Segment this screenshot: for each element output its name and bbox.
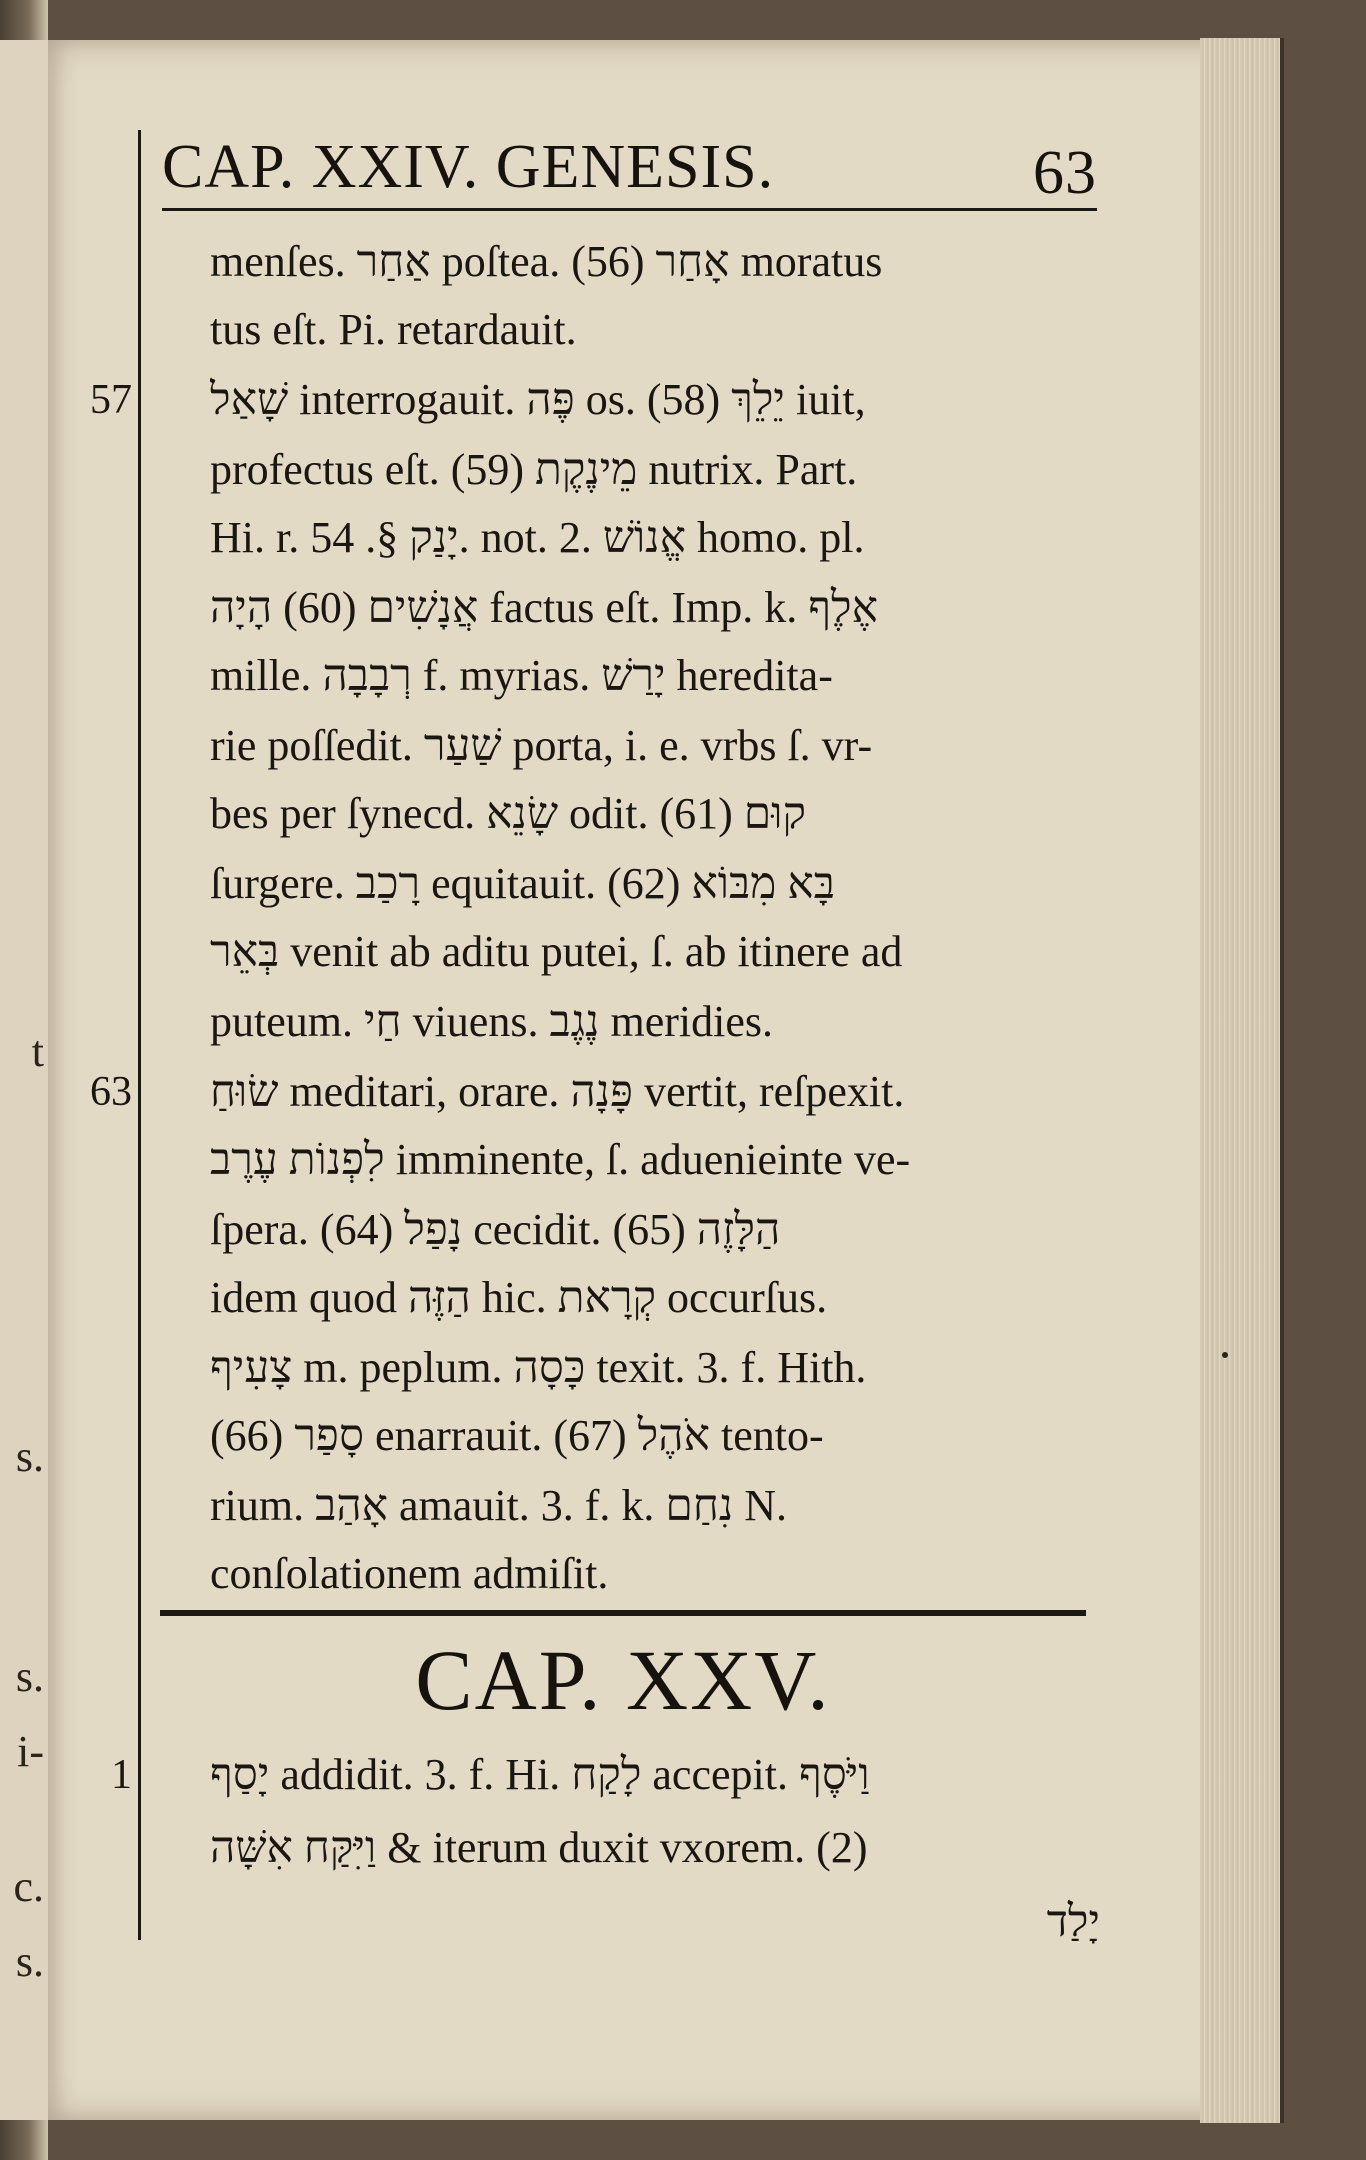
chapter-heading: CAP. XXV. — [415, 1632, 831, 1728]
margin-fragment: i- — [17, 1727, 44, 1776]
verse-number: 57 — [90, 377, 132, 423]
text-line: Hi. r. יָנַק §. 54. not. 2. אֱנוֹשׁ homo. pl. — [210, 513, 865, 562]
page-number: 63 — [1033, 139, 1097, 207]
previous-page-edge — [0, 40, 50, 2120]
text-line: צָעִיף m. peplum. כָּסָה texit. 3. f. Hith. — [210, 1343, 867, 1392]
verse-number: 63 — [90, 1069, 132, 1115]
margin-fragment: c. — [13, 1862, 44, 1911]
text-line: mille. רְבָבָה f. myrias. יָרַשׁ heredita- — [210, 651, 833, 700]
running-head — [162, 132, 1097, 207]
section-rule — [160, 1610, 1086, 1616]
verse-number: 1 — [111, 1752, 132, 1798]
chapter-text-line: יָלַד — [1046, 1897, 1100, 1946]
margin-fragment: s. — [15, 1937, 44, 1986]
chapter-text-line: וַיִּקַּח אִשָּׁה & iterum duxit vxorem. (2) — [210, 1823, 868, 1872]
margin-rule — [138, 130, 141, 1940]
text-line: rium. אָהַב amauit. 3. f. k. נִחַם N. — [210, 1481, 788, 1530]
text-line: tus eſt. Pi. retardauit. — [210, 305, 577, 354]
text-line: בְּאֵר venit ab aditu putei, ſ. ab itinere ad — [210, 927, 903, 976]
text-line: ſurgere. רָכַב equitauit. (62) בָּא מִבּוֹא — [210, 859, 835, 908]
page-edges — [1200, 38, 1284, 2123]
text-line: conſolationem admiſit. — [210, 1549, 609, 1598]
text-line: rie poſſedit. שַׁעַר porta, i. e. vrbs ſ. vr- — [210, 721, 873, 770]
text-line: bes per ſynecd. שָׂנֵא odit. (61) קוּם — [210, 789, 807, 838]
margin-fragment: t — [31, 1027, 44, 1076]
text-line: (66) סָפַר enarrauit. (67) אֹהֶל tento- — [210, 1411, 824, 1460]
text-line: ſpera. (64) נָפַל cecidit. (65) הַלָּזֶה — [210, 1205, 781, 1254]
text-line: puteum. חַי viuens. נֶגֶב meridies. — [210, 997, 774, 1046]
text-line: שׂוּחַ meditari, orare. פָּנָה vertit, reſpexit. — [210, 1067, 905, 1116]
text-line: שָׁאַל interrogauit. פֶּה os. (58) יֵלֵךְ iuit, — [210, 375, 866, 424]
running-head-title: CAP. XXIV. GENESIS. — [162, 133, 775, 201]
margin-fragment: s. — [15, 1432, 44, 1481]
text-line: אֲנָשִׁים (60) הָיָה factus eſt. Imp. k. אֶלֶף — [210, 583, 879, 632]
header-rule — [162, 208, 1097, 211]
text-line: profectus eſt. (59) מֵינֶקֶת nutrix. Part. — [210, 445, 858, 494]
margin-fragment: s. — [15, 1652, 44, 1701]
text-line: לִפְנוֹת עֶרֶב imminente, ſ. aduenieinte ve- — [210, 1135, 911, 1184]
chapter-text-line: יָסַף addidit. 3. f. Hi. לָקַח accepit. וַיֹּסֶף — [210, 1750, 870, 1799]
text-line: idem quod הַזֶּה hic. קְרָאת occurſus. — [210, 1273, 828, 1322]
ink-speck — [1222, 1352, 1228, 1358]
text-line: menſes. אַחַר poſtea. (56) אָחַר moratus — [210, 237, 883, 286]
